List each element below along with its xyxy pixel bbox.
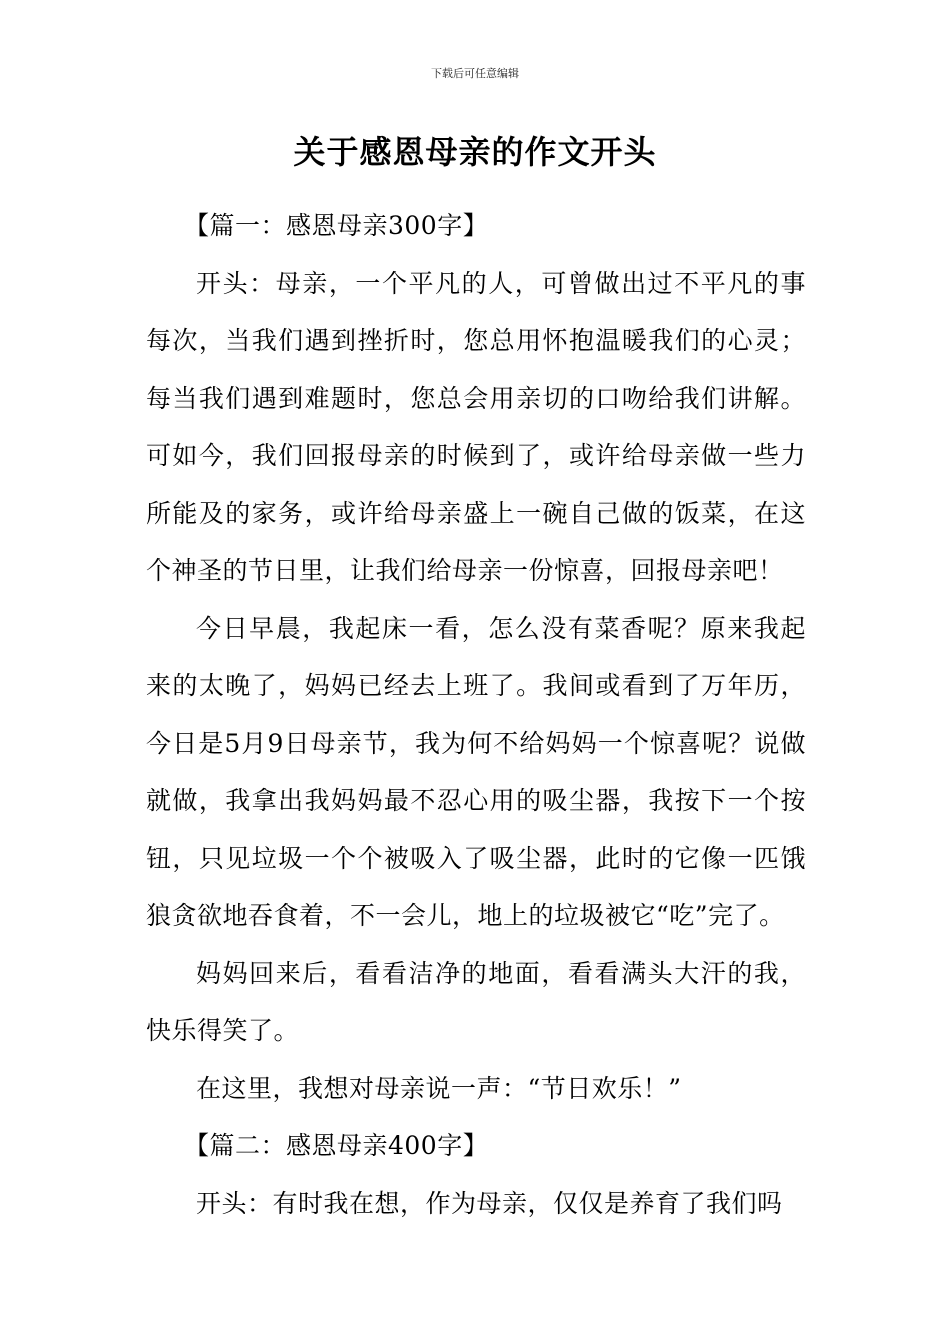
paragraph-5: 开头：有时我在想，作为母亲，仅仅是养育了我们吗 bbox=[196, 1188, 783, 1218]
document-body bbox=[146, 197, 806, 1232]
paragraph-3: 妈妈回来后，看看洁净的地面，看看满头大汗的我，快乐得笑了。 bbox=[146, 958, 806, 1045]
section-heading-2: 【篇二：感恩母亲400字】 bbox=[184, 1131, 489, 1160]
paragraph-2: 今日早晨，我起床一看，怎么没有菜香呢？原来我起来的太晚了，妈妈已经去上班了。我间或看到了万年历，今日是5月9日母亲节，我为何不给妈妈一个惊喜呢？说做就做，我拿出我妈妈最不忍心用的吸尘器，我按下一个按钮，只见垃圾一个个被吸入了吸尘器，此时的它像一匹饿狼贪欲地吞食着，不一会儿，地上的垃圾被它“吃”完了。 bbox=[146, 613, 806, 930]
section-heading-1: 【篇一：感恩母亲300字】 bbox=[184, 211, 489, 240]
page-header-note: 下载后可任意编辑 bbox=[431, 67, 519, 80]
paragraph-4: 在这里，我想对母亲说一声：“节日欢乐！” bbox=[196, 1073, 682, 1103]
paragraph-1: 开头：母亲，一个平凡的人，可曾做出过不平凡的事每次，当我们遇到挫折时，您总用怀抱温暖我们的心灵；每当我们遇到难题时，您总会用亲切的口吻给我们讲解。可如今，我们回报母亲的时候到了，或许给母亲做一些力所能及的家务，或许给母亲盛上一碗自己做的饭菜，在这个神圣的节日里，让我们给母亲一份惊喜，回报母亲吧！ bbox=[146, 268, 806, 585]
document-title: 关于感恩母亲的作文开头 bbox=[293, 133, 657, 171]
